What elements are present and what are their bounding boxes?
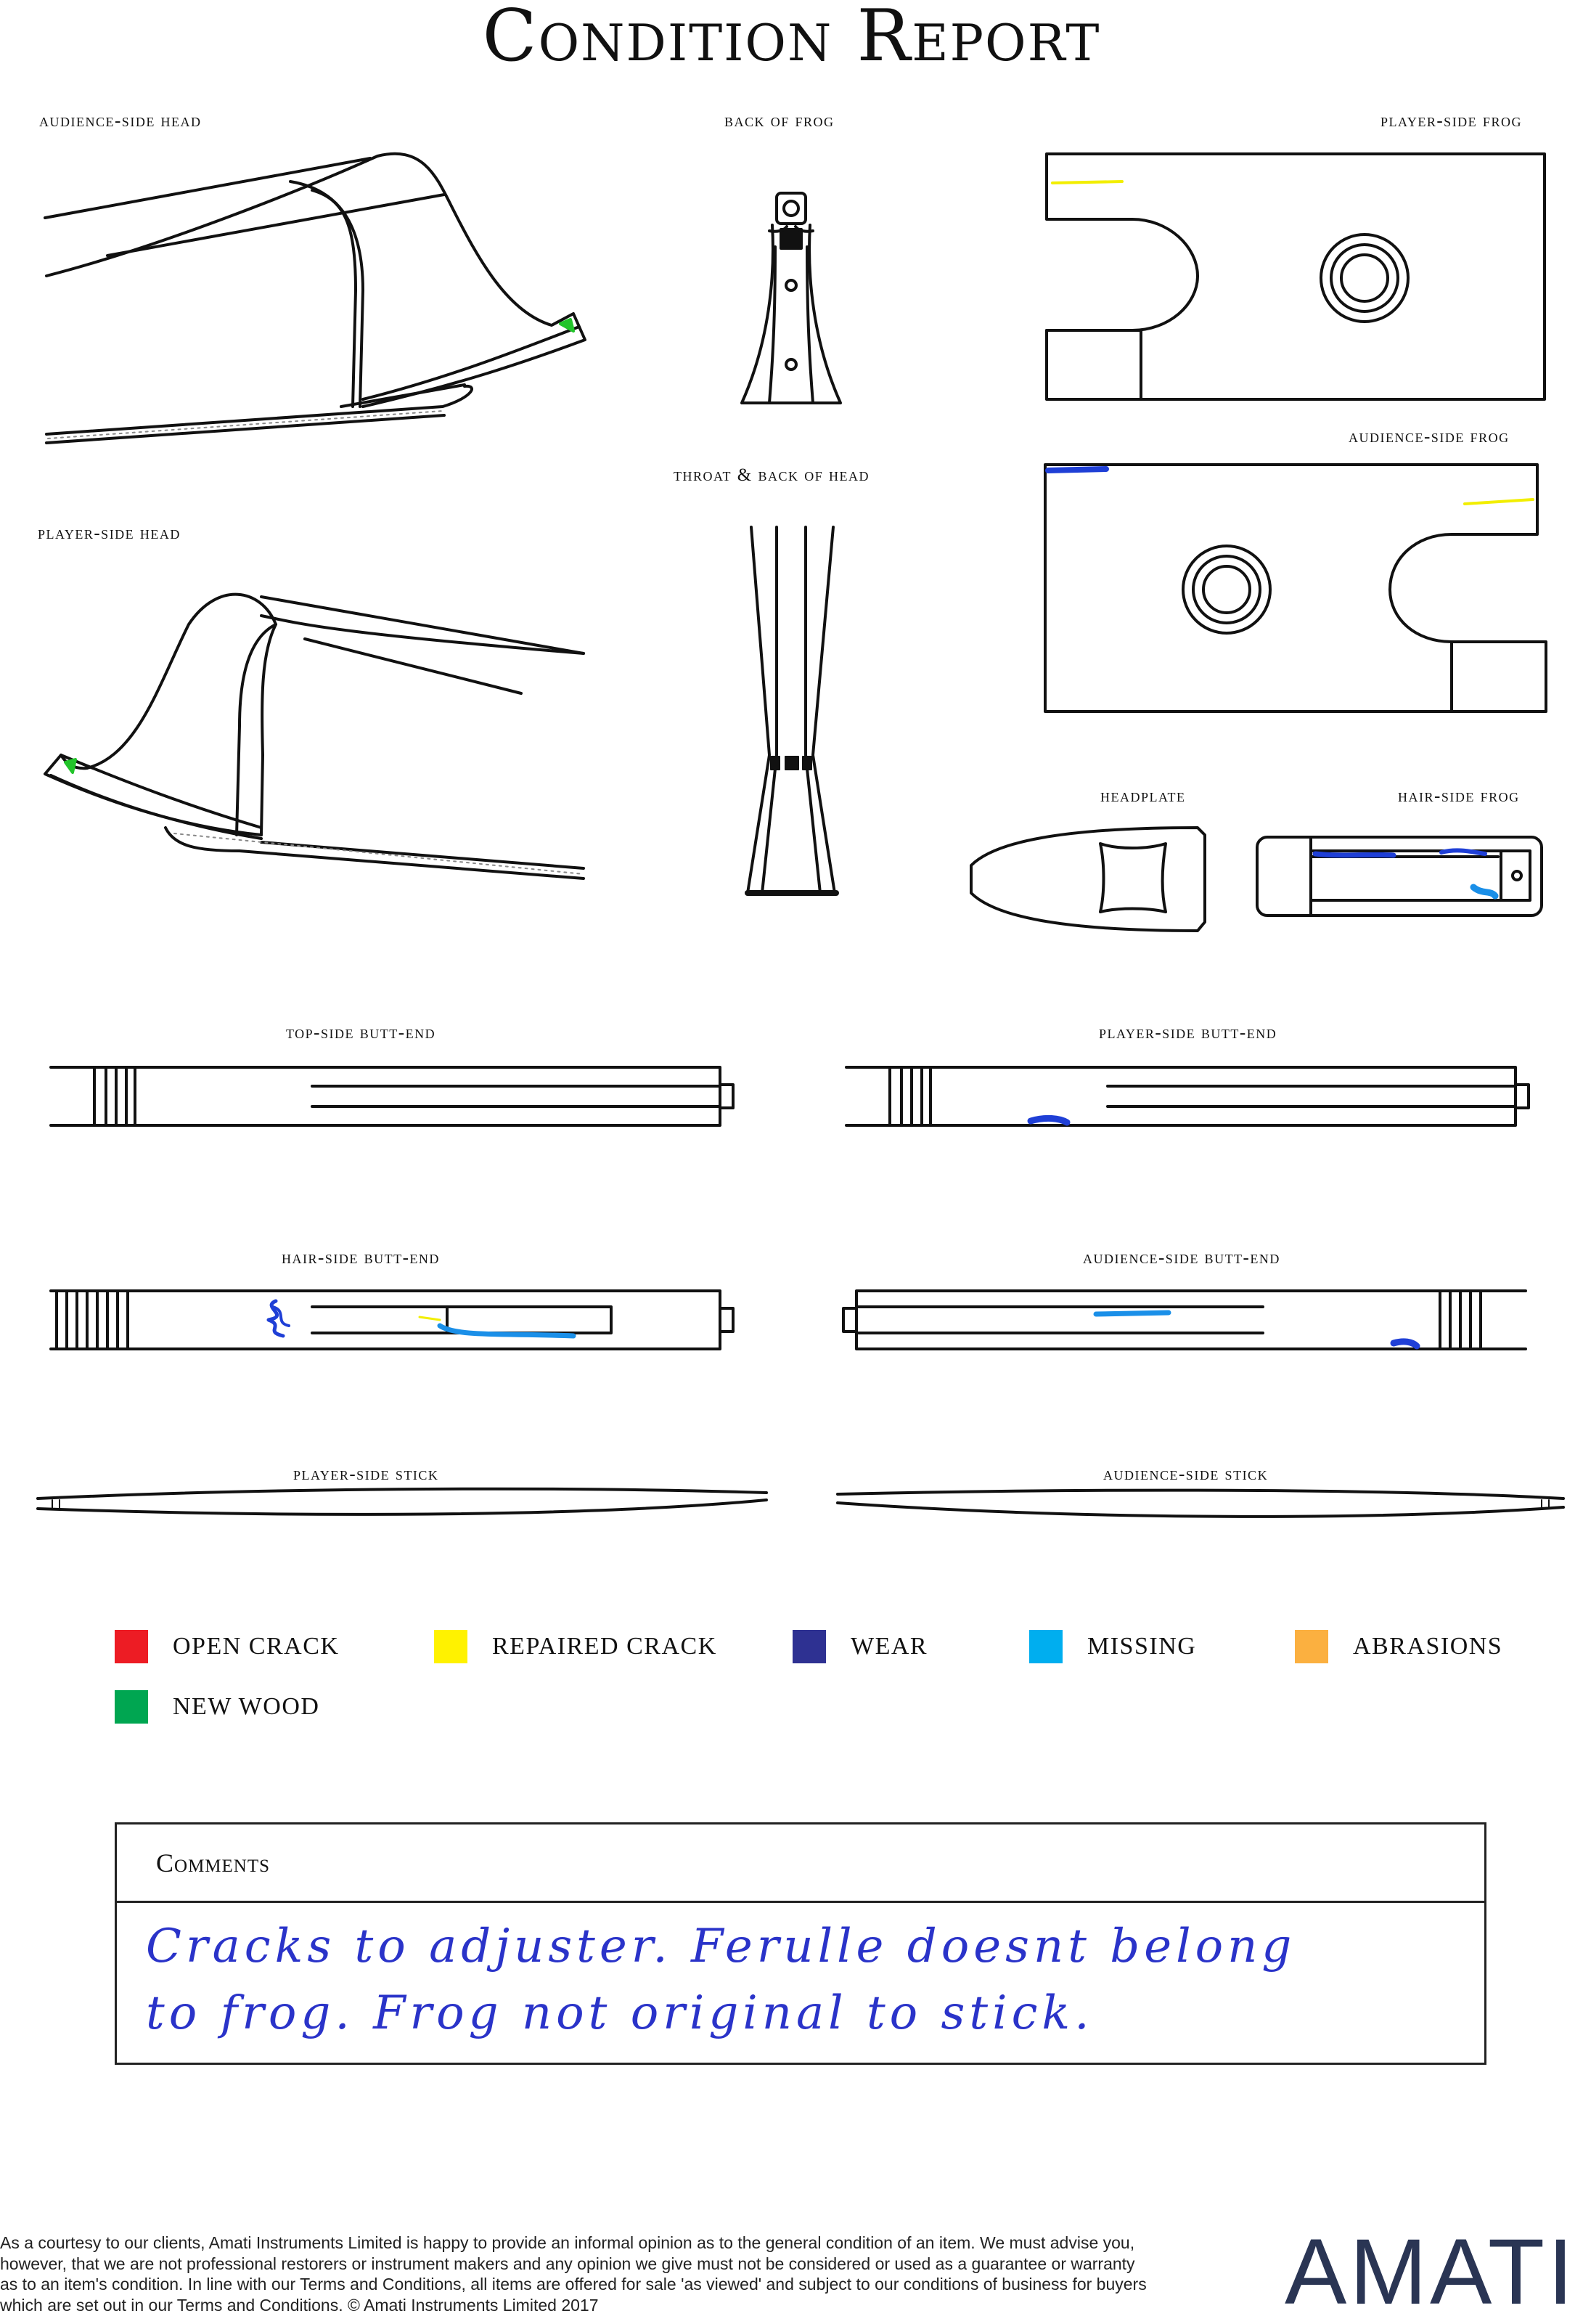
- top-side-butt-end-diagram: [51, 1067, 733, 1125]
- disclaimer-text: As a courtesy to our clients, Amati Instruments Limited is happy to provide an informal opinion as to the general condition of an item. We must advise you, however, that we are not professional restorers or instrument makers and any opinion we give must not be considered or used as a guarantee or warranty as to an item's condition. In line with our Terms and Conditions, all items are offered for sale 'as viewed' and subject to our conditions of business for buyers which are set out in our Terms and Conditions. © Amati Instruments Limited 2017: [0, 2233, 1147, 2315]
- player-side-stick-diagram: [38, 1489, 766, 1514]
- legend-label: OPEN CRACK: [173, 1633, 340, 1660]
- audience-side-frog-diagram: [1045, 465, 1546, 712]
- label-hair-side-butt-end: hair-side butt-end: [282, 1248, 440, 1268]
- legend-label: NEW WOOD: [173, 1693, 320, 1720]
- label-headplate: headplate: [1100, 786, 1186, 806]
- comments-line: Cracks to adjuster. Ferulle doesnt belong: [146, 1920, 1296, 1973]
- audience-side-head-diagram: [45, 154, 585, 443]
- comments-line: to frog. Frog not original to stick.: [146, 1986, 1094, 2040]
- label-audience-side-head: audience-side head: [39, 111, 202, 131]
- legend-open-crack: [115, 1630, 339, 1663]
- label-player-side-butt-end: player-side butt-end: [1099, 1023, 1277, 1043]
- legend-repaired-crack: [434, 1630, 717, 1663]
- headplate-diagram: [971, 828, 1205, 931]
- legend-label: WEAR: [851, 1633, 928, 1660]
- comments-text: [117, 1903, 1484, 2057]
- legend-label: REPAIRED CRACK: [492, 1633, 717, 1660]
- page-title: Condition Report: [482, 0, 1101, 78]
- legend-label: ABRASIONS: [1353, 1633, 1503, 1660]
- hair-side-butt-end-diagram: [51, 1291, 733, 1349]
- legend-new-wood: [115, 1690, 319, 1724]
- audience-side-stick-diagram: [838, 1491, 1563, 1517]
- amati-logo: AMATI: [1285, 2220, 1576, 2324]
- throat-back-of-head-diagram: [748, 527, 836, 893]
- legend-swatch: [793, 1630, 826, 1663]
- legend-label: MISSING: [1087, 1633, 1197, 1660]
- label-back-of-frog: back of frog: [724, 111, 835, 131]
- comments-box: [115, 1822, 1486, 2065]
- label-player-side-stick: player-side stick: [293, 1464, 439, 1484]
- label-player-side-frog: player-side frog: [1380, 111, 1522, 131]
- label-throat-back-of-head: throat & back of head: [674, 465, 870, 485]
- player-side-frog-diagram: [1047, 154, 1545, 399]
- legend-abrasions: [1295, 1630, 1502, 1663]
- label-top-side-butt-end: top-side butt-end: [286, 1023, 436, 1043]
- legend-swatch: [115, 1690, 148, 1724]
- legend-swatch: [1029, 1630, 1063, 1663]
- label-audience-side-butt-end: audience-side butt-end: [1083, 1248, 1280, 1268]
- back-of-frog-diagram: [742, 193, 840, 403]
- hair-side-frog-diagram: [1257, 837, 1542, 916]
- player-side-butt-end-diagram: [846, 1067, 1529, 1125]
- legend-missing: [1029, 1630, 1196, 1663]
- legend-swatch: [434, 1630, 467, 1663]
- label-player-side-head: player-side head: [38, 523, 181, 543]
- label-audience-side-stick: audience-side stick: [1103, 1464, 1269, 1484]
- legend-swatch: [115, 1630, 148, 1663]
- label-audience-side-frog: audience-side frog: [1349, 427, 1510, 447]
- comments-heading: Comments: [117, 1824, 1484, 1903]
- player-side-head-diagram: [45, 595, 584, 878]
- label-hair-side-frog: hair-side frog: [1398, 786, 1520, 806]
- audience-side-butt-end-diagram: [843, 1291, 1526, 1349]
- legend-wear: [793, 1630, 928, 1663]
- legend-swatch: [1295, 1630, 1328, 1663]
